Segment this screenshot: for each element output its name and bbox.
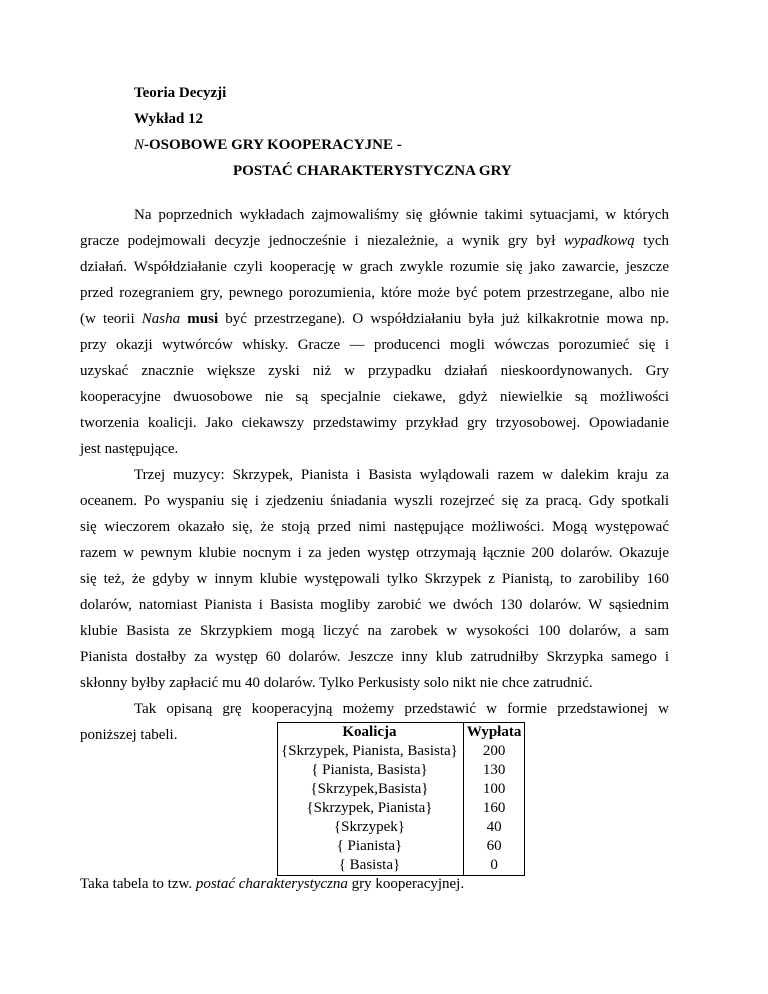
p1-line-1: Na poprzednich wykładach zajmowaliśmy się głównie takimi sytuacjami, w których: [134, 207, 669, 223]
p1-line-8: kooperacyjne dwuosobowe nie są specjalnie ciekawe, gdyż niewielkie są możliwości: [80, 389, 669, 405]
table-row: [278, 818, 525, 837]
lecture-number: Wykład 12: [134, 111, 204, 127]
table-header-row: [278, 723, 525, 743]
payout-cell: 200: [482, 743, 506, 759]
payout-cell: 130: [482, 762, 506, 778]
p1-l5-italic: Nasha: [141, 311, 181, 327]
coalition-table: [277, 722, 525, 876]
p2-line-7: klubie Basista ze Skrzypkiem mogą liczyć na zarobek w wysokości 100 dolarów, a sam: [80, 623, 669, 639]
col-coalition-header: Koalicja: [278, 723, 464, 743]
table-row: [278, 799, 525, 818]
p1-line-6: przy okazji wytwórców whisky. Gracze — producenci mogli wówczas porozumieć się i: [80, 337, 669, 353]
closing-b: gry kooperacyjnej.: [347, 876, 465, 892]
closing-a: Taka tabela to tzw.: [80, 876, 196, 892]
p2-line-6: dolarów, natomiast Pianista i Basista mogliby zarobić we dwóch 130 dolarów. W sąsiednim: [80, 597, 669, 613]
p2-line-9: skłonny byłby zapłacić mu 40 dolarów. Tylko Perkusisty solo nikt nie chce zatrudnić.: [80, 675, 593, 691]
p1-line-9: tworzenia koalicji. Jako ciekawszy przedstawimy przykład gry trzyosobowej. Opowiadanie: [80, 415, 669, 431]
title-text: -OSOBOWE GRY KOOPERACYJNE -: [144, 137, 402, 153]
p2-line-4: razem w pewnym klubie nocnym i za jeden występ otrzymają łącznie 200 dolarów. Okazuje: [80, 545, 669, 561]
p2-line-8: Pianista dostałby za występ 60 dolarów. Jeszcze inny klub zatrudniłby Skrzypka samego i: [80, 649, 669, 665]
p2-line-3: się wieczorem okazało się, że stoją przed nimi następujące możliwości. Mogą występować: [80, 519, 669, 535]
closing-italic: postać charakterystyczna: [195, 876, 348, 892]
page-subtitle: POSTAĆ CHARAKTERYSTYCZNA GRY: [233, 163, 512, 179]
p1-line-2: [80, 231, 669, 251]
p2-line-2: oceanem. Po wyspaniu się i zjedzeniu śniadania wyszli rozejrzeć się za pracą. Gdy spotkali: [80, 493, 669, 509]
p3-line-2: poniższej tabeli.: [80, 727, 178, 743]
payout-cell: 160: [482, 800, 506, 816]
table-row: [278, 856, 525, 876]
p1-l2b: tych: [634, 233, 670, 249]
coalition-cell: {Skrzypek}: [278, 818, 464, 837]
title-italic-n: N: [134, 137, 145, 153]
coalition-cell: { Pianista}: [278, 837, 464, 856]
table-row: [278, 780, 525, 799]
page-title: [134, 135, 402, 155]
payout-cell: 60: [486, 838, 502, 854]
p1-line-3: działań. Współdziałanie czyli kooperację w grach zwykle rozumie się jako zawarcie, jeszcze: [80, 259, 669, 275]
p1-line-10: jest następujące.: [80, 441, 179, 457]
coalition-cell: {Skrzypek, Pianista, Basista}: [278, 742, 464, 761]
p1-line-7: uzyskać znacznie większe zyski niż w przypadku działań nieskoordynowanych. Gry: [80, 363, 669, 379]
table-row: [278, 837, 525, 856]
p1-line-5: [80, 309, 669, 329]
coalition-cell: { Basista}: [278, 856, 464, 876]
payout-cell: 100: [482, 781, 506, 797]
p1-l2a: gracze podejmowali decyzje jednocześnie i niezależnie, a wynik gry był: [80, 233, 564, 249]
coalition-cell: {Skrzypek,Basista}: [278, 780, 464, 799]
p1-l5-bold: musi: [187, 311, 219, 327]
p2-line-1: Trzej muzycy: Skrzypek, Pianista i Basista wylądowali razem w dalekim kraju za: [134, 467, 669, 483]
p3-line-1: Tak opisaną grę kooperacyjną możemy przedstawić w formie przedstawionej w: [134, 701, 669, 717]
p1-line-4: przed rozegraniem gry, pewnego porozumienia, które może być potem przestrzegane, albo nie: [80, 285, 669, 301]
p1-l5a: (w teorii: [80, 311, 142, 327]
col-payout-header: Wypłata: [466, 724, 522, 740]
coalition-cell: {Skrzypek, Pianista}: [278, 799, 464, 818]
table-row: [278, 761, 525, 780]
p1-l5c: być przestrzegane). O współdziałaniu była już kilkakrotnie mowa np.: [218, 311, 670, 327]
coalition-cell: { Pianista, Basista}: [278, 761, 464, 780]
p2-line-5: się też, że gdyby w innym klubie występowali tylko Skrzypek z Pianistą, to zarobiliby 160: [80, 571, 669, 587]
closing-line: [80, 874, 464, 894]
payout-cell: 40: [486, 819, 502, 835]
course-name: Teoria Decyzji: [134, 85, 227, 101]
table-row: [278, 742, 525, 761]
p1-l2-italic: wypadkową: [563, 233, 635, 249]
payout-cell: 0: [490, 857, 498, 873]
